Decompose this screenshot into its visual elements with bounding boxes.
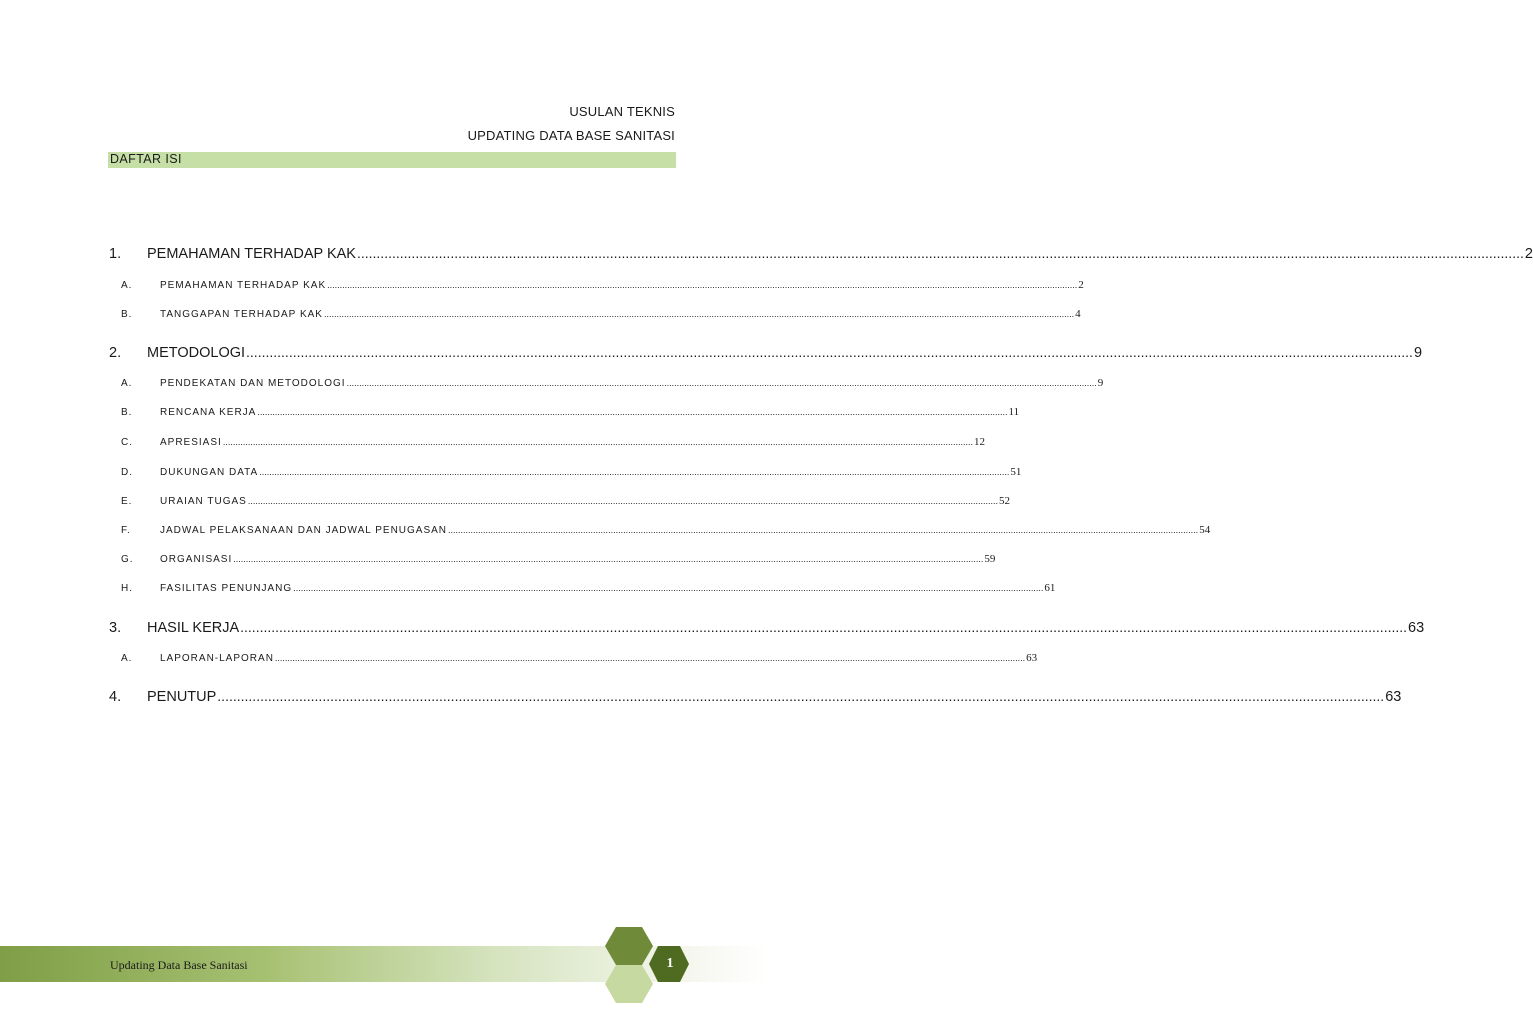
section-title: DAFTAR ISI [110, 152, 182, 166]
toc-entry-page: 59 [984, 553, 996, 565]
toc-dot-leader: ............................................................................................................................................................................................................................................................................................................ [293, 583, 1044, 593]
toc-entry-page: 9 [1097, 377, 1104, 389]
toc-entry-page: 12 [973, 436, 985, 448]
toc-entry-number: 4. [109, 689, 122, 705]
toc-subsection-entry[interactable] [121, 279, 1084, 291]
toc-entry-number: B. [121, 407, 133, 418]
toc-dot-leader: ............................................................................................................................................................................................................................................................................................................ [274, 653, 1026, 663]
toc-dot-leader: ............................................................................................................................................................................................................................................................................................................ [356, 245, 1524, 261]
toc-entry-title: JADWAL PELAKSANAAN DAN JADWAL PENUGASAN [160, 525, 448, 536]
toc-dot-leader: ............................................................................................................................................................................................................................................................................................................ [346, 378, 1097, 388]
page-number: 1 [666, 956, 674, 971]
toc-entry-number: F. [121, 525, 131, 536]
toc-chapter-entry[interactable] [109, 245, 1533, 262]
toc-entry-title: FASILITAS PENUNJANG [160, 583, 293, 594]
toc-entry-number: E. [121, 496, 133, 507]
toc-entry-number: C. [121, 437, 133, 448]
toc-subsection-entry[interactable] [121, 582, 1056, 594]
hexagon-bottom-icon [604, 964, 654, 1004]
toc-entry-number: 1. [109, 246, 122, 262]
header-line-usulan: USULAN TEKNIS [569, 104, 675, 119]
toc-entry-number: 3. [109, 620, 122, 636]
toc-subsection-entry[interactable] [121, 406, 1020, 418]
toc-dot-leader: ............................................................................................................................................................................................................................................................................................................ [259, 467, 1010, 477]
toc-entry-title: PEMAHAMAN TERHADAP KAK [160, 280, 327, 291]
section-title-bar [108, 152, 676, 168]
toc-entry-page: 51 [1010, 466, 1022, 478]
hexagon-top-icon [604, 926, 654, 966]
toc-entry-page: 2 [1524, 246, 1533, 262]
toc-entry-page: 52 [999, 495, 1010, 507]
toc-entry-title: URAIAN TUGAS [160, 496, 247, 507]
toc-subsection-entry[interactable] [121, 436, 985, 448]
toc-entry-page: 54 [1199, 524, 1211, 536]
toc-dot-leader: ............................................................................................................................................................................................................................................................................................................ [240, 619, 1408, 635]
toc-dot-leader: ............................................................................................................................................................................................................................................................................................................ [247, 496, 998, 506]
toc-subsection-entry[interactable] [121, 524, 1211, 536]
toc-entry-title: DUKUNGAN DATA [160, 467, 259, 478]
toc-subsection-entry[interactable] [121, 308, 1081, 320]
toc-dot-leader: ............................................................................................................................................................................................................................................................................................................ [217, 688, 1385, 704]
toc-dot-leader: ............................................................................................................................................................................................................................................................................................................ [222, 437, 973, 447]
toc-entry-page: 61 [1044, 582, 1056, 594]
toc-subsection-entry[interactable] [121, 495, 1010, 507]
toc-chapter-entry[interactable] [109, 619, 1425, 636]
toc-dot-leader: ............................................................................................................................................................................................................................................................................................................ [323, 309, 1075, 319]
toc-entry-title: PEMAHAMAN TERHADAP KAK [147, 246, 356, 262]
toc-subsection-entry[interactable] [121, 466, 1022, 478]
toc-entry-page: 2 [1078, 279, 1084, 291]
toc-entry-number: 2. [109, 345, 122, 361]
toc-entry-page: 63 [1026, 652, 1038, 664]
toc-dot-leader: ............................................................................................................................................................................................................................................................................................................ [327, 280, 1078, 290]
toc-entry-number: A. [121, 280, 133, 291]
toc-entry-number: H. [121, 583, 133, 594]
header-line-project: UPDATING DATA BASE SANITASI [467, 128, 675, 143]
toc-entry-title: PENUTUP [147, 689, 217, 705]
toc-chapter-entry[interactable] [109, 688, 1402, 705]
toc-entry-title: PENDEKATAN DAN METODOLOGI [160, 378, 346, 389]
toc-subsection-entry[interactable] [121, 553, 996, 565]
toc-entry-title: LAPORAN-LAPORAN [160, 653, 274, 664]
toc-entry-number: D. [121, 467, 133, 478]
toc-entry-number: G. [121, 554, 134, 565]
toc-subsection-entry[interactable] [121, 652, 1038, 664]
footer-title: Updating Data Base Sanitasi [110, 958, 248, 972]
toc-entry-page: 63 [1385, 689, 1402, 705]
toc-entry-title: METODOLOGI [147, 345, 246, 361]
toc-dot-leader: ............................................................................................................................................................................................................................................................................................................ [448, 525, 1199, 535]
toc-entry-title: APRESIASI [160, 437, 222, 448]
toc-entry-page: 4 [1075, 308, 1081, 320]
toc-entry-number: A. [121, 653, 133, 664]
toc-entry-page: 11 [1008, 406, 1020, 418]
toc-entry-number: B. [121, 309, 133, 320]
toc-chapter-entry[interactable] [109, 344, 1423, 361]
toc-dot-leader: ............................................................................................................................................................................................................................................................................................................ [233, 554, 984, 564]
toc-entry-title: ORGANISASI [160, 554, 233, 565]
toc-entry-title: TANGGAPAN TERHADAP KAK [160, 309, 323, 320]
toc-dot-leader: ............................................................................................................................................................................................................................................................................................................ [246, 344, 1413, 360]
toc-entry-title: HASIL KERJA [147, 620, 240, 636]
toc-entry-title: RENCANA KERJA [160, 407, 257, 418]
toc-entry-number: A. [121, 378, 133, 389]
toc-subsection-entry[interactable] [121, 377, 1104, 389]
toc-entry-page: 63 [1408, 620, 1425, 636]
toc-dot-leader: ............................................................................................................................................................................................................................................................................................................ [257, 407, 1008, 417]
toc-entry-page: 9 [1413, 345, 1423, 361]
